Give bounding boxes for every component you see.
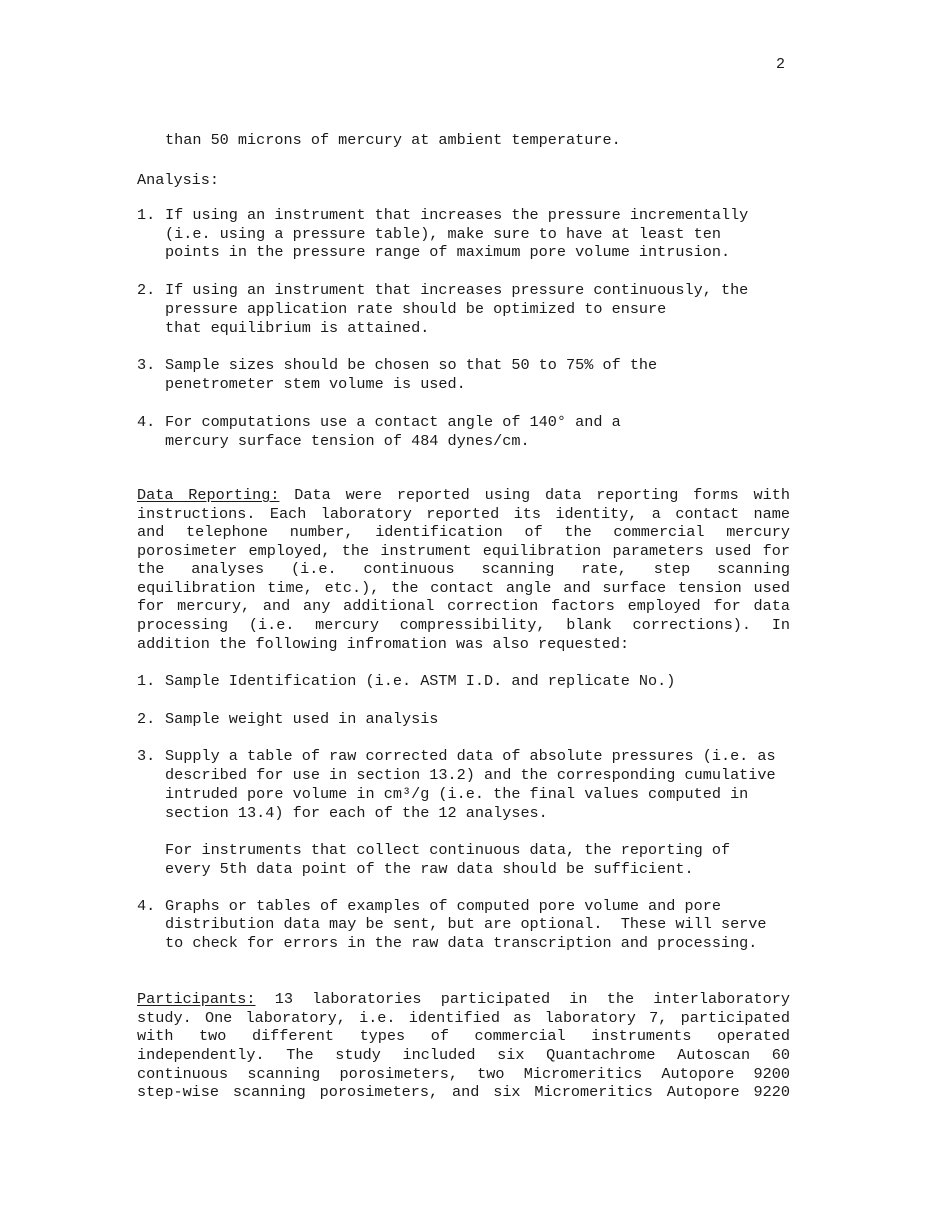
- list-item-line: (i.e. using a pressure table), make sure to have at least ten: [165, 225, 721, 243]
- list-item-line: pressure application rate should be optimized to ensure: [165, 300, 667, 318]
- list-item-line: mercury surface tension of 484 dynes/cm.: [165, 432, 530, 450]
- list-item-line: points in the pressure range of maximum pore volume intrusion.: [165, 243, 731, 261]
- list-item-line: If using an instrument that increases the pressure incrementally: [165, 206, 749, 224]
- list-number: 3.: [137, 747, 156, 765]
- page-number: 2: [776, 56, 786, 73]
- paragraph-line: independently. The study included six Quantachrome Autoscan 60: [137, 1046, 790, 1064]
- paragraph-line: addition the following infromation was also requested:: [137, 635, 630, 653]
- paragraph-line: instructions. Each laboratory reported its identity, a contact name: [137, 505, 790, 523]
- list-item-line: intruded pore volume in cm³/g (i.e. the final values computed in: [165, 785, 749, 803]
- paragraph-line: for mercury, and any additional correction factors employed for data: [137, 597, 790, 615]
- paragraph-line: equilibration time, etc.), the contact angle and surface tension used: [137, 579, 790, 597]
- list-number: 1.: [137, 672, 156, 690]
- list-number: 1.: [137, 206, 156, 224]
- data-reporting-heading: Data Reporting:: [137, 486, 280, 504]
- list-number: 2.: [137, 281, 156, 299]
- list-item-line: distribution data may be sent, but are optional. These will serve: [165, 915, 767, 933]
- paragraph-line: and telephone number, identification of the commercial mercury: [137, 523, 790, 541]
- list-item-line: Sample sizes should be chosen so that 50 to 75% of the: [165, 356, 658, 374]
- paragraph-line: continuous scanning porosimeters, two Micromeritics Autopore 9200: [137, 1065, 790, 1083]
- list-item-line: Sample Identification (i.e. ASTM I.D. and replicate No.): [165, 672, 676, 690]
- note-line: For instruments that collect continuous data, the reporting of: [165, 841, 731, 859]
- list-item-line: section 13.4) for each of the 12 analyses.: [165, 804, 548, 822]
- list-item-line: Supply a table of raw corrected data of absolute pressures (i.e. as: [165, 747, 776, 765]
- list-item-line: to check for errors in the raw data transcription and processing.: [165, 934, 758, 952]
- paragraph-line: [137, 990, 790, 1009]
- paragraph-line: [137, 486, 790, 505]
- paragraph-line: study. One laboratory, i.e. identified as laboratory 7, participated: [137, 1009, 790, 1027]
- participants-heading: Participants:: [137, 990, 256, 1008]
- continuation-line: than 50 microns of mercury at ambient temperature.: [165, 131, 621, 149]
- list-item-line: For computations use a contact angle of 140° and a: [165, 413, 621, 431]
- paragraph-text: Data were reported using data reporting forms with: [294, 486, 790, 504]
- paragraph-text: 13 laboratories participated in the interlaboratory: [274, 990, 790, 1008]
- paragraph-line: processing (i.e. mercury compressibility, blank corrections). In: [137, 616, 790, 634]
- list-item-line: described for use in section 13.2) and the corresponding cumulative: [165, 766, 776, 784]
- analysis-heading: Analysis:: [137, 171, 220, 189]
- list-number: 4.: [137, 413, 156, 431]
- list-item-line: Graphs or tables of examples of computed pore volume and pore: [165, 897, 721, 915]
- list-number: 4.: [137, 897, 156, 915]
- list-number: 3.: [137, 356, 156, 374]
- paragraph-line: step-wise scanning porosimeters, and six Micromeritics Autopore 9220: [137, 1083, 790, 1101]
- paragraph-line: porosimeter employed, the instrument equilibration parameters used for: [137, 542, 790, 560]
- note-line: every 5th data point of the raw data should be sufficient.: [165, 860, 694, 878]
- list-item-line: that equilibrium is attained.: [165, 319, 430, 337]
- paragraph-line: the analyses (i.e. continuous scanning rate, step scanning: [137, 560, 790, 578]
- paragraph-line: with two different types of commercial instruments operated: [137, 1027, 790, 1045]
- list-item-line: penetrometer stem volume is used.: [165, 375, 466, 393]
- list-item-line: Sample weight used in analysis: [165, 710, 439, 728]
- list-number: 2.: [137, 710, 156, 728]
- list-item-line: If using an instrument that increases pressure continuously, the: [165, 281, 749, 299]
